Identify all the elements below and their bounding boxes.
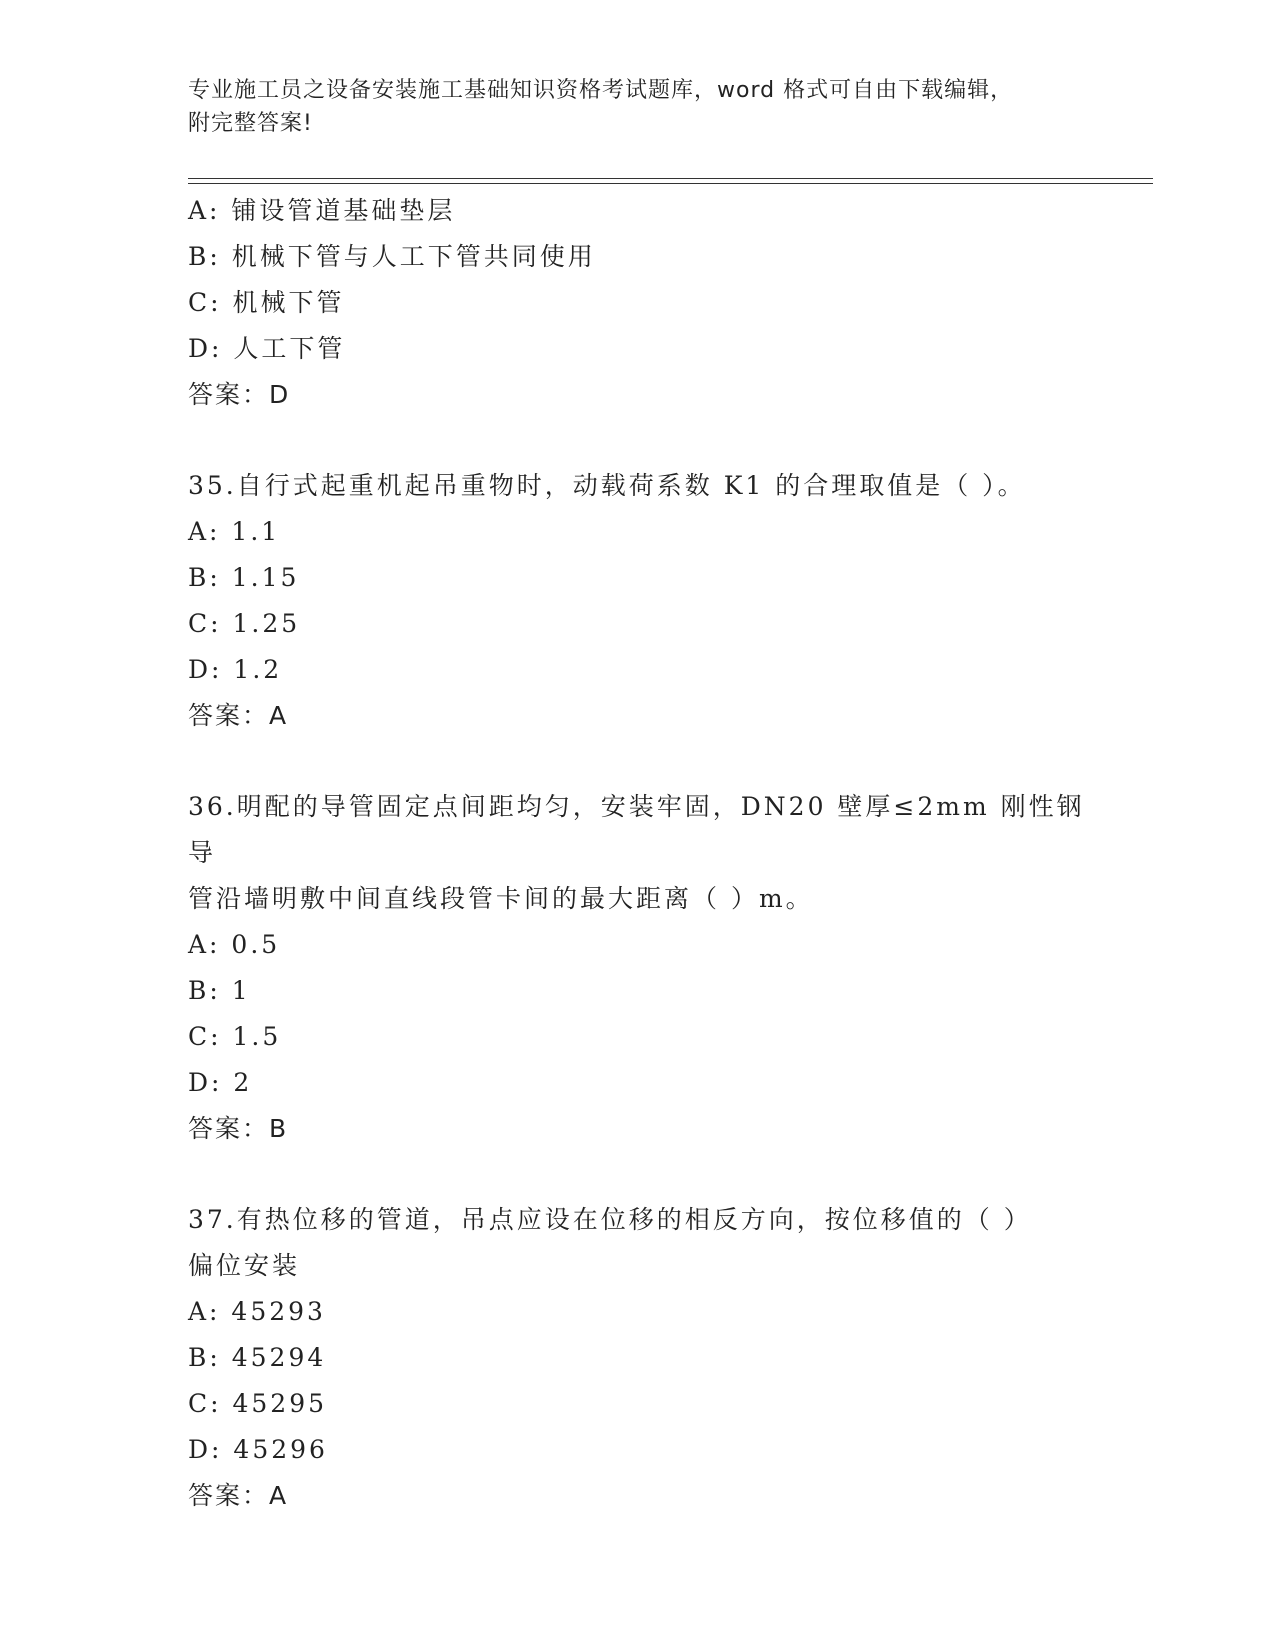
answer: 答案：A [188,701,289,730]
option-d: D: 2 [188,1068,253,1097]
option-a: A: 铺设管道基础垫层 [188,196,456,225]
spacer [188,1152,1088,1197]
option-b: B: 1 [188,976,251,1005]
question-34 [188,188,1088,418]
header-line-1: 专业施工员之设备安装施工基础知识资格考试题库，word 格式可自由下载编辑， [188,78,1014,103]
question-list [188,188,1088,1519]
question-36 [188,784,1088,1152]
document-header [188,74,1068,140]
spacer [188,418,1088,463]
header-divider-top [188,178,1153,179]
question-text-line-1: 36.明配的导管固定点间距均匀，安装牢固，DN20 壁厚≤2mm 刚性钢导 [188,792,1085,867]
question-text: 35.自行式起重机起吊重物时，动载荷系数 K1 的合理取值是（ ）。 [188,471,1026,500]
option-c: C: 机械下管 [188,288,345,317]
question-37 [188,1197,1088,1519]
question-text-line-2: 偏位安装 [188,1251,301,1280]
header-divider-bottom [188,183,1153,184]
answer: 答案：B [188,1114,289,1143]
question-35 [188,463,1088,739]
option-b: B: 机械下管与人工下管共同使用 [188,242,596,271]
option-a: A: 45293 [188,1297,326,1326]
answer: 答案：A [188,1481,289,1510]
question-text-line-1: 37.有热位移的管道，吊点应设在位移的相反方向，按位移值的（ ） [188,1205,1032,1234]
option-c: C: 1.5 [188,1022,282,1051]
option-d: D: 人工下管 [188,334,346,363]
option-b: B: 1.15 [188,563,300,592]
option-a: A: 0.5 [188,930,281,959]
spacer [188,739,1088,784]
header-line-2: 附完整答案! [188,111,313,136]
answer: 答案：D [188,380,291,409]
option-c: C: 1.25 [188,609,301,638]
option-d: D: 45296 [188,1435,328,1464]
option-c: C: 45295 [188,1389,328,1418]
option-d: D: 1.2 [188,655,283,684]
question-text-line-2: 管沿墙明敷中间直线段管卡间的最大距离（ ）m。 [188,884,814,913]
option-b: B: 45294 [188,1343,327,1372]
option-a: A: 1.1 [188,517,281,546]
